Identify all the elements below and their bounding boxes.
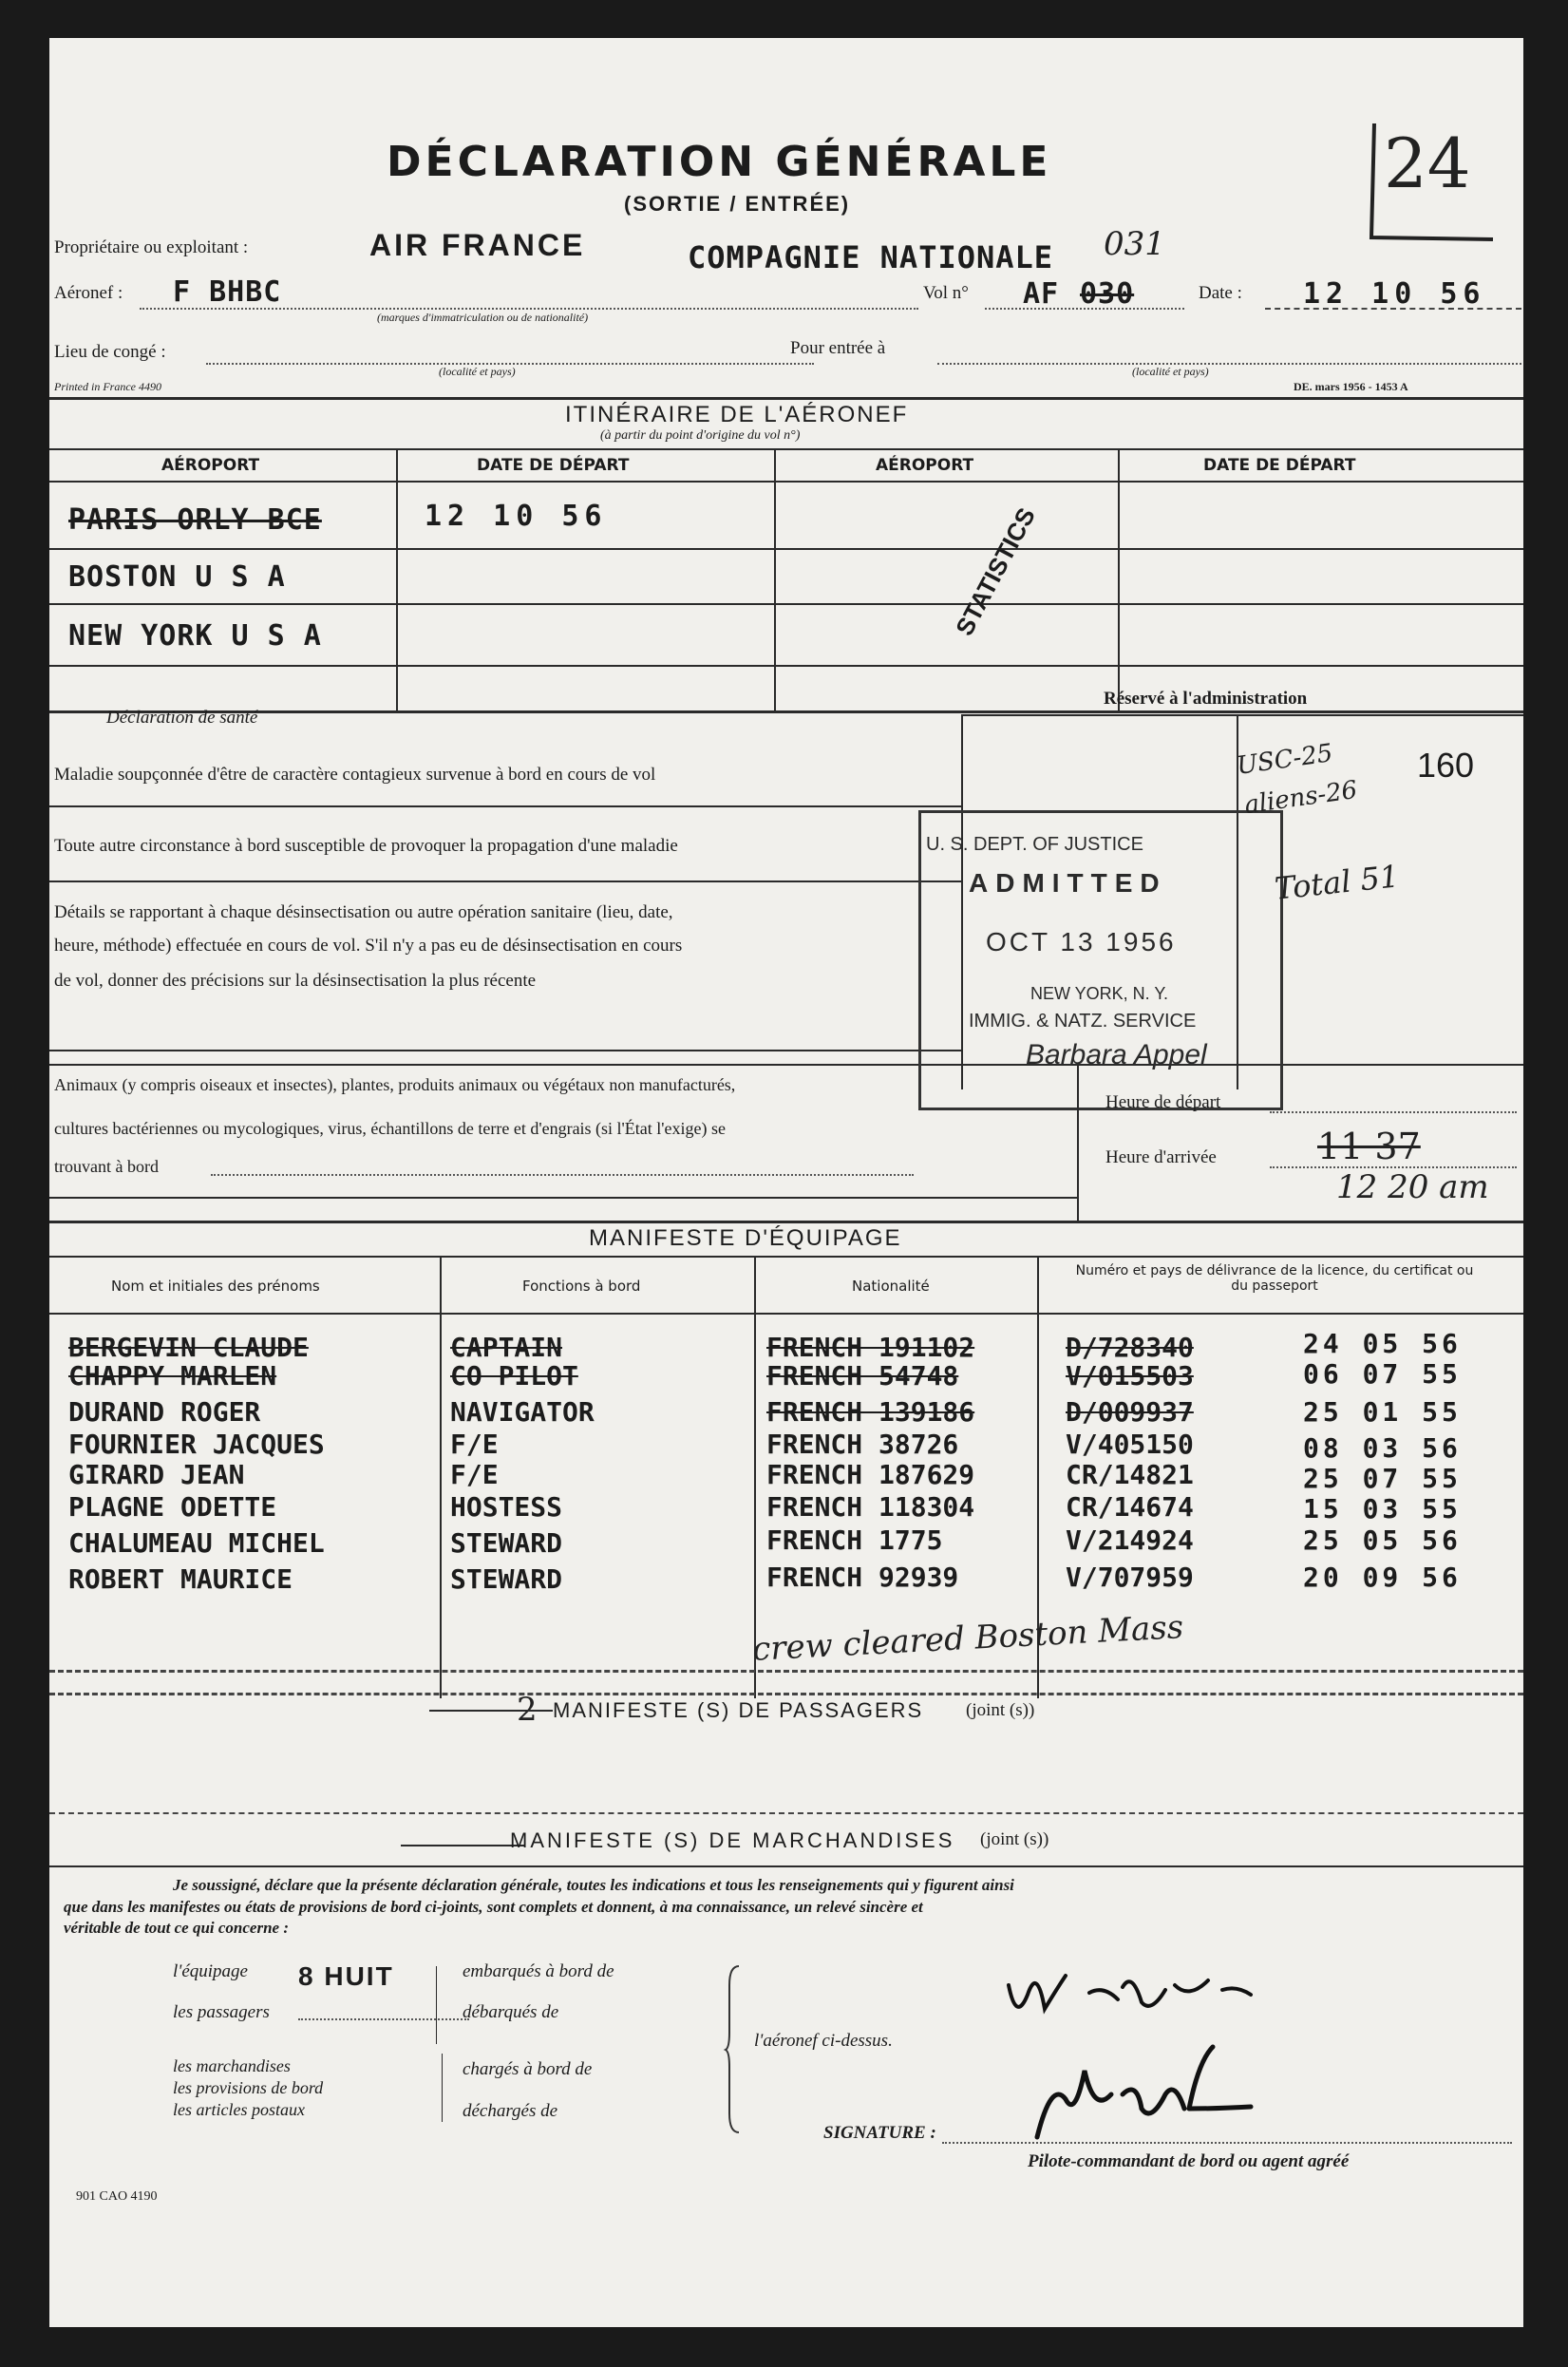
stamp-line-1: U. S. DEPT. OF JUSTICE	[926, 834, 1143, 855]
stamp-line-4: NEW YORK, N. Y.	[1030, 984, 1169, 1003]
crew-name: CHAPPY MARLEN	[68, 1360, 277, 1392]
goods-label: les marchandises	[173, 2056, 291, 2075]
crew-name: GIRARD JEAN	[68, 1459, 245, 1490]
itinerary-header-airport-1: AÉROPORT	[161, 456, 260, 475]
admin-total: Total 51	[1273, 858, 1401, 907]
arrival-new: 12 20 am	[1336, 1168, 1489, 1206]
cargo-joint: (joint (s))	[980, 1829, 1049, 1849]
aircraft-caption: (marques d'immatriculation ou de nationalité)	[377, 311, 589, 324]
itinerary-airport: NEW YORK U S A	[68, 619, 322, 653]
health-line-3b: heure, méthode) effectuée en cours de vol. S'il n'y a pas eu de désinsectisation en cours	[54, 936, 683, 956]
loaded-label: chargés à bord de	[463, 2059, 593, 2079]
crew-header-role: Fonctions à bord	[522, 1278, 641, 1295]
crew-licence-date: 25 01 55	[1303, 1396, 1462, 1428]
aircraft-reference: l'aéronef ci-dessus.	[754, 2031, 893, 2051]
crew-licence: V/405150	[1066, 1429, 1194, 1460]
date-label: Date :	[1199, 283, 1242, 303]
animals-line-3: trouvant à bord	[54, 1157, 159, 1176]
crew-licence-date: 25 07 55	[1303, 1463, 1462, 1494]
signatory-label: Pilote-commandant de bord ou agent agréé	[1028, 2151, 1350, 2171]
crew-licence: V/015503	[1066, 1360, 1194, 1392]
document-page	[49, 38, 1523, 2327]
departure-label: Heure de départ	[1105, 1092, 1221, 1112]
stamp-signature: Barbara Appel	[1026, 1039, 1207, 1070]
stamp-line-2: ADMITTED	[969, 868, 1167, 898]
brace-icon	[726, 1966, 745, 2132]
crew-header-licence: Numéro et pays de délivrance de la licence, du certificat ou du passeport	[1075, 1263, 1474, 1294]
admin-note-1: USC-25	[1235, 739, 1335, 781]
crew-header-name: Nom et initiales des prénoms	[111, 1278, 320, 1295]
itinerary-airport: PARIS ORLY BCE	[68, 503, 322, 537]
health-title: Déclaration de santé	[106, 708, 258, 728]
crew-role: F/E	[450, 1459, 499, 1490]
postal-label: les articles postaux	[173, 2100, 305, 2119]
itinerary-title: ITINÉRAIRE DE L'AÉRONEF	[565, 402, 909, 427]
crew-title: MANIFESTE D'ÉQUIPAGE	[589, 1225, 902, 1251]
unloaded-label: déchargés de	[463, 2101, 558, 2121]
crew-licence: D/728340	[1066, 1332, 1194, 1363]
entry-label: Pour entrée à	[790, 338, 886, 358]
crew-licence-date: 06 07 55	[1303, 1358, 1462, 1390]
itinerary-header-date-1: DATE DE DÉPART	[477, 456, 630, 475]
crew-nationality: FRENCH 38726	[766, 1429, 959, 1460]
crew-role: NAVIGATOR	[450, 1396, 595, 1428]
crew-handwritten-note: crew cleared Boston Mass	[751, 1608, 1185, 1669]
crew-licence-date: 08 03 56	[1303, 1432, 1462, 1464]
crew-nationality: FRENCH 139186	[766, 1396, 975, 1428]
crew-name: CHALUMEAU MICHEL	[68, 1527, 325, 1559]
captain-signature-upper	[999, 1957, 1284, 2033]
crew-role: F/E	[450, 1429, 499, 1460]
provisions-label: les provisions de bord	[173, 2078, 324, 2097]
crew-nationality: FRENCH 191102	[766, 1332, 975, 1363]
crew-nationality: FRENCH 92939	[766, 1562, 959, 1593]
crew-licence: D/009937	[1066, 1396, 1194, 1428]
health-line-2: Toute autre circonstance à bord susceptible de provoquer la propagation d'une maladie	[54, 836, 678, 856]
crew-licence: V/707959	[1066, 1562, 1194, 1593]
disembarked-label: débarqués de	[463, 2002, 559, 2022]
passengers-count-label: les passagers	[173, 2002, 270, 2022]
declaration-line-1: Je soussigné, déclare que la présente déclaration générale, toutes les indications et tous les renseignements qui y figurent ainsi	[173, 1876, 1014, 1894]
crew-name: DURAND ROGER	[68, 1396, 261, 1428]
declaration-line-2: que dans les manifestes ou états de provisions de bord ci-joints, sont complets et donnent, à ma connaissance, un relevé sincère et	[64, 1898, 923, 1916]
passenger-count: 2	[517, 1691, 538, 1729]
aircraft-registration: F BHBC	[173, 275, 282, 309]
embarked-label: embarqués à bord de	[463, 1961, 614, 1981]
reserved-label: Réservé à l'administration	[1104, 689, 1308, 709]
crew-role: HOSTESS	[450, 1491, 563, 1523]
operator-label: Propriétaire ou exploitant :	[54, 237, 249, 257]
document-subtitle: (SORTIE / ENTRÉE)	[624, 192, 851, 216]
operator-name: AIR FRANCE	[369, 228, 586, 262]
passenger-label: MANIFESTE (S) DE PASSAGERS	[553, 1698, 924, 1722]
aircraft-label: Aéronef :	[54, 283, 123, 303]
arrival-old: 11 37	[1317, 1126, 1421, 1167]
crew-count-label: l'équipage	[173, 1961, 248, 1981]
stamp-line-3: OCT 13 1956	[986, 927, 1177, 956]
crew-count: 8 HUIT	[298, 1961, 394, 1991]
document-title: DÉCLARATION GÉNÉRALE	[387, 138, 1052, 186]
footer-code: 901 CAO 4190	[76, 2189, 158, 2204]
crew-licence-date: 24 05 56	[1303, 1328, 1462, 1359]
animals-line-1: Animaux (y compris oiseaux et insectes), plantes, produits animaux ou végétaux non manufacturés,	[54, 1075, 736, 1094]
captain-signature-lower	[999, 2042, 1284, 2147]
stamp-line-5: IMMIG. & NATZ. SERVICE	[969, 1011, 1197, 1032]
animals-line-2: cultures bactériennes ou mycologiques, virus, échantillons de terre et d'engrais (si l'État l'exige) se	[54, 1119, 727, 1138]
clearance-label: Lieu de congé :	[54, 342, 166, 362]
cargo-label: MANIFESTE (S) DE MARCHANDISES	[510, 1828, 955, 1852]
flight-date: 12 10 56	[1303, 277, 1486, 311]
itinerary-date: 12 10 56	[425, 500, 608, 533]
itinerary-header-airport-2: AÉROPORT	[876, 456, 974, 475]
crew-role: CAPTAIN	[450, 1332, 563, 1363]
statistics-stamp: STATISTICS	[950, 502, 1041, 641]
health-line-3a: Détails se rapportant à chaque désinsectisation ou autre opération sanitaire (lieu, date,	[54, 902, 673, 922]
crew-header-nat: Nationalité	[852, 1278, 930, 1295]
health-line-1: Maladie soupçonnée d'être de caractère contagieux survenue à bord en cours de vol	[54, 765, 656, 785]
passenger-joint: (joint (s))	[966, 1700, 1035, 1720]
form-reference: DE. mars 1956 - 1453 A	[1294, 380, 1408, 393]
crew-licence: CR/14674	[1066, 1491, 1194, 1523]
crew-licence-date: 20 09 56	[1303, 1562, 1462, 1593]
flight-prefix: AF	[1023, 277, 1060, 311]
flight-label: Vol n°	[923, 283, 969, 303]
itinerary-header-date-2: DATE DE DÉPART	[1203, 456, 1356, 475]
crew-role: CO PILOT	[450, 1360, 578, 1392]
crew-name: FOURNIER JACQUES	[68, 1429, 325, 1460]
health-line-3c: de vol, donner des précisions sur la désinsectisation la plus récente	[54, 971, 537, 991]
itinerary-airport: BOSTON U S A	[68, 560, 286, 594]
crew-nationality: FRENCH 118304	[766, 1491, 975, 1523]
arrival-label: Heure d'arrivée	[1105, 1147, 1217, 1167]
crew-nationality: FRENCH 1775	[766, 1524, 943, 1556]
crew-nationality: FRENCH 54748	[766, 1360, 959, 1392]
admin-note-2: aliens-26	[1242, 775, 1359, 821]
page-number: 24	[1384, 123, 1471, 203]
crew-name: ROBERT MAURICE	[68, 1563, 293, 1595]
crew-licence-date: 15 03 55	[1303, 1493, 1462, 1524]
signature-label: SIGNATURE :	[823, 2123, 936, 2143]
crew-licence: V/214924	[1066, 1524, 1194, 1556]
flight-old: 030	[1080, 277, 1135, 311]
crew-role: STEWARD	[450, 1527, 563, 1559]
operator-sub: COMPAGNIE NATIONALE	[688, 239, 1054, 275]
crew-name: BERGEVIN CLAUDE	[68, 1332, 309, 1363]
flight-new: 031	[1104, 225, 1165, 263]
printed-in: Printed in France 4490	[54, 380, 161, 393]
declaration-line-3: véritable de tout ce qui concerne :	[64, 1919, 290, 1937]
crew-licence: CR/14821	[1066, 1459, 1194, 1490]
crew-role: STEWARD	[450, 1563, 563, 1595]
admission-stamp	[918, 810, 1283, 1110]
crew-name: PLAGNE ODETTE	[68, 1491, 277, 1523]
locality-caption-right: (localité et pays)	[1132, 365, 1209, 378]
itinerary-subtitle: (à partir du point d'origine du vol n°)	[600, 428, 801, 443]
admin-count: 160	[1417, 746, 1475, 785]
page-number-bracket	[1360, 123, 1502, 247]
crew-nationality: FRENCH 187629	[766, 1459, 975, 1490]
crew-licence-date: 25 05 56	[1303, 1524, 1462, 1556]
locality-caption-left: (localité et pays)	[439, 365, 516, 378]
